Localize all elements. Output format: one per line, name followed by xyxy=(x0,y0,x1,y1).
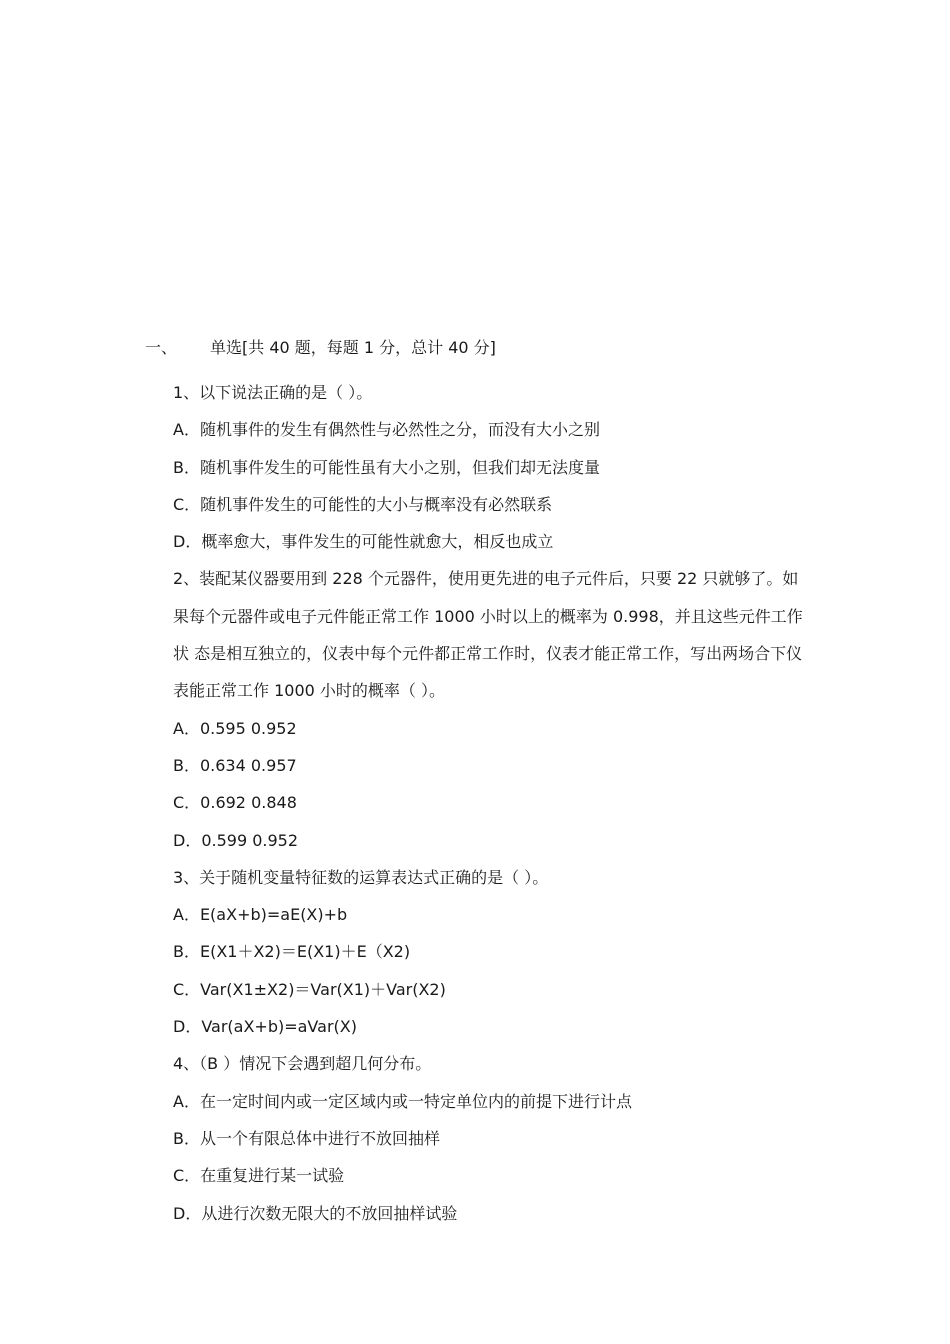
option-b: B．从一个有限总体中进行不放回抽样 xyxy=(173,1128,440,1148)
question-list xyxy=(173,374,813,1232)
option-d: D．Var(aX+b)=aVar(X) xyxy=(173,1017,357,1037)
section-number: 一、 xyxy=(145,338,178,357)
option-c: C．Var(X1±X2)＝Var(X1)＋Var(X2) xyxy=(173,979,446,999)
option-a: A．0.595 0.952 xyxy=(173,718,297,738)
section-title: 单选[共 40 题，每题 1 分，总计 40 分] xyxy=(210,338,496,357)
option-b: B．随机事件发生的可能性虽有大小之别，但我们却无法度量 xyxy=(173,457,600,477)
question-stem: 1、以下说法正确的是（ ）。 xyxy=(173,383,373,402)
option-d: D．0.599 0.952 xyxy=(173,830,299,850)
question-4 xyxy=(173,1045,813,1231)
question-stem: 2、装配某仪器要用到 228 个元器件，使用更先进的电子元件后，只要 22 只就够了。如果每个元器件或电子元件能正常工作 1000 小时以上的概率为 0.998，并且这些元件工作状 态是相互独立的，仪表中每个元件都正常工作时，仪表才能正常工作，写出两场合下仪表能正常工作 1000 小时的概率（ ）。 xyxy=(173,569,803,701)
section-heading xyxy=(145,337,496,359)
option-c: C．在重复进行某一试验 xyxy=(173,1166,345,1186)
option-b: B．E(X1＋X2)＝E(X1)＋E（X2) xyxy=(173,942,411,962)
option-a: A．E(aX+b)=aE(X)+b xyxy=(173,905,348,925)
option-d: D．从进行次数无限大的不放回抽样试验 xyxy=(173,1203,458,1223)
question-3 xyxy=(173,859,813,1045)
option-d: D．概率愈大，事件发生的可能性就愈大，相反也成立 xyxy=(173,532,554,552)
option-c: C．0.692 0.848 xyxy=(173,793,297,813)
option-a: A．在一定时间内或一定区域内或一特定单位内的前提下进行计点 xyxy=(173,1091,632,1111)
question-1 xyxy=(173,374,813,560)
question-2 xyxy=(173,560,813,858)
option-b: B．0.634 0.957 xyxy=(173,755,297,775)
question-stem: 3、关于随机变量特征数的运算表达式正确的是（ ）。 xyxy=(173,867,549,887)
option-a: A．随机事件的发生有偶然性与必然性之分，而没有大小之别 xyxy=(173,420,600,440)
option-c: C．随机事件发生的可能性的大小与概率没有必然联系 xyxy=(173,494,553,514)
question-stem: 4、（B ）情况下会遇到超几何分布。 xyxy=(173,1054,432,1074)
